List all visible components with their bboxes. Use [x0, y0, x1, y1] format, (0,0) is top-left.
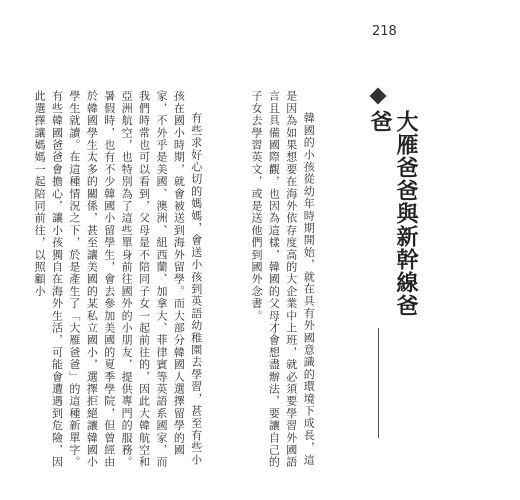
chapter-heading [366, 88, 418, 328]
body-text [13, 90, 352, 470]
page-number: 218 [372, 24, 397, 39]
title-rule-divider [378, 328, 379, 438]
chapter-title: 大雁爸爸與新幹線爸爸 [367, 110, 418, 317]
paragraph-2: 有些求好心切的媽媽，會送小孩到英語幼稚園去學習，甚至有些小孩在國小時期，就會被送到海外留學。而大部分韓國人選擇留學的國家，不外乎是美國、澳洲、紐西蘭、加拿大、菲律賓等英語系國家，而我們時常也可以看到，父母是不陪同子女一起前往的，因此大韓航空和亞洲航空，也特別為了這些單身前往國外的小朋友，提供專門的服務。暑假時，也有不少韓國小留學生，會去參加美國的夏季學院，但曾經由於韓國學生太多的關係，甚至讓美國的某私立國小，選擇拒絕讓韓國小學生就讀。在這種情況之下，於是產生了「大雁爸爸」的這種新單字。有些韓國爸爸會擔心，讓小孩獨自在海外生活，可能會遭遇到危險，因此選擇讓媽媽一起陪同前往，以照顧小 [33, 90, 203, 469]
paragraph-1: 韓國的小孩從幼年時期開始，就在具有外國意識的環境下成長，這是因為如果想要在海外依存度高的大企業中上班，就必須要學習外國語言且具備國際觀，也因為這樣，韓國的父母才會想盡辦法，要讓自己的子女去學習英文，或是送他們到國外念書。 [249, 90, 316, 469]
diamond-bullet-icon [370, 88, 387, 105]
